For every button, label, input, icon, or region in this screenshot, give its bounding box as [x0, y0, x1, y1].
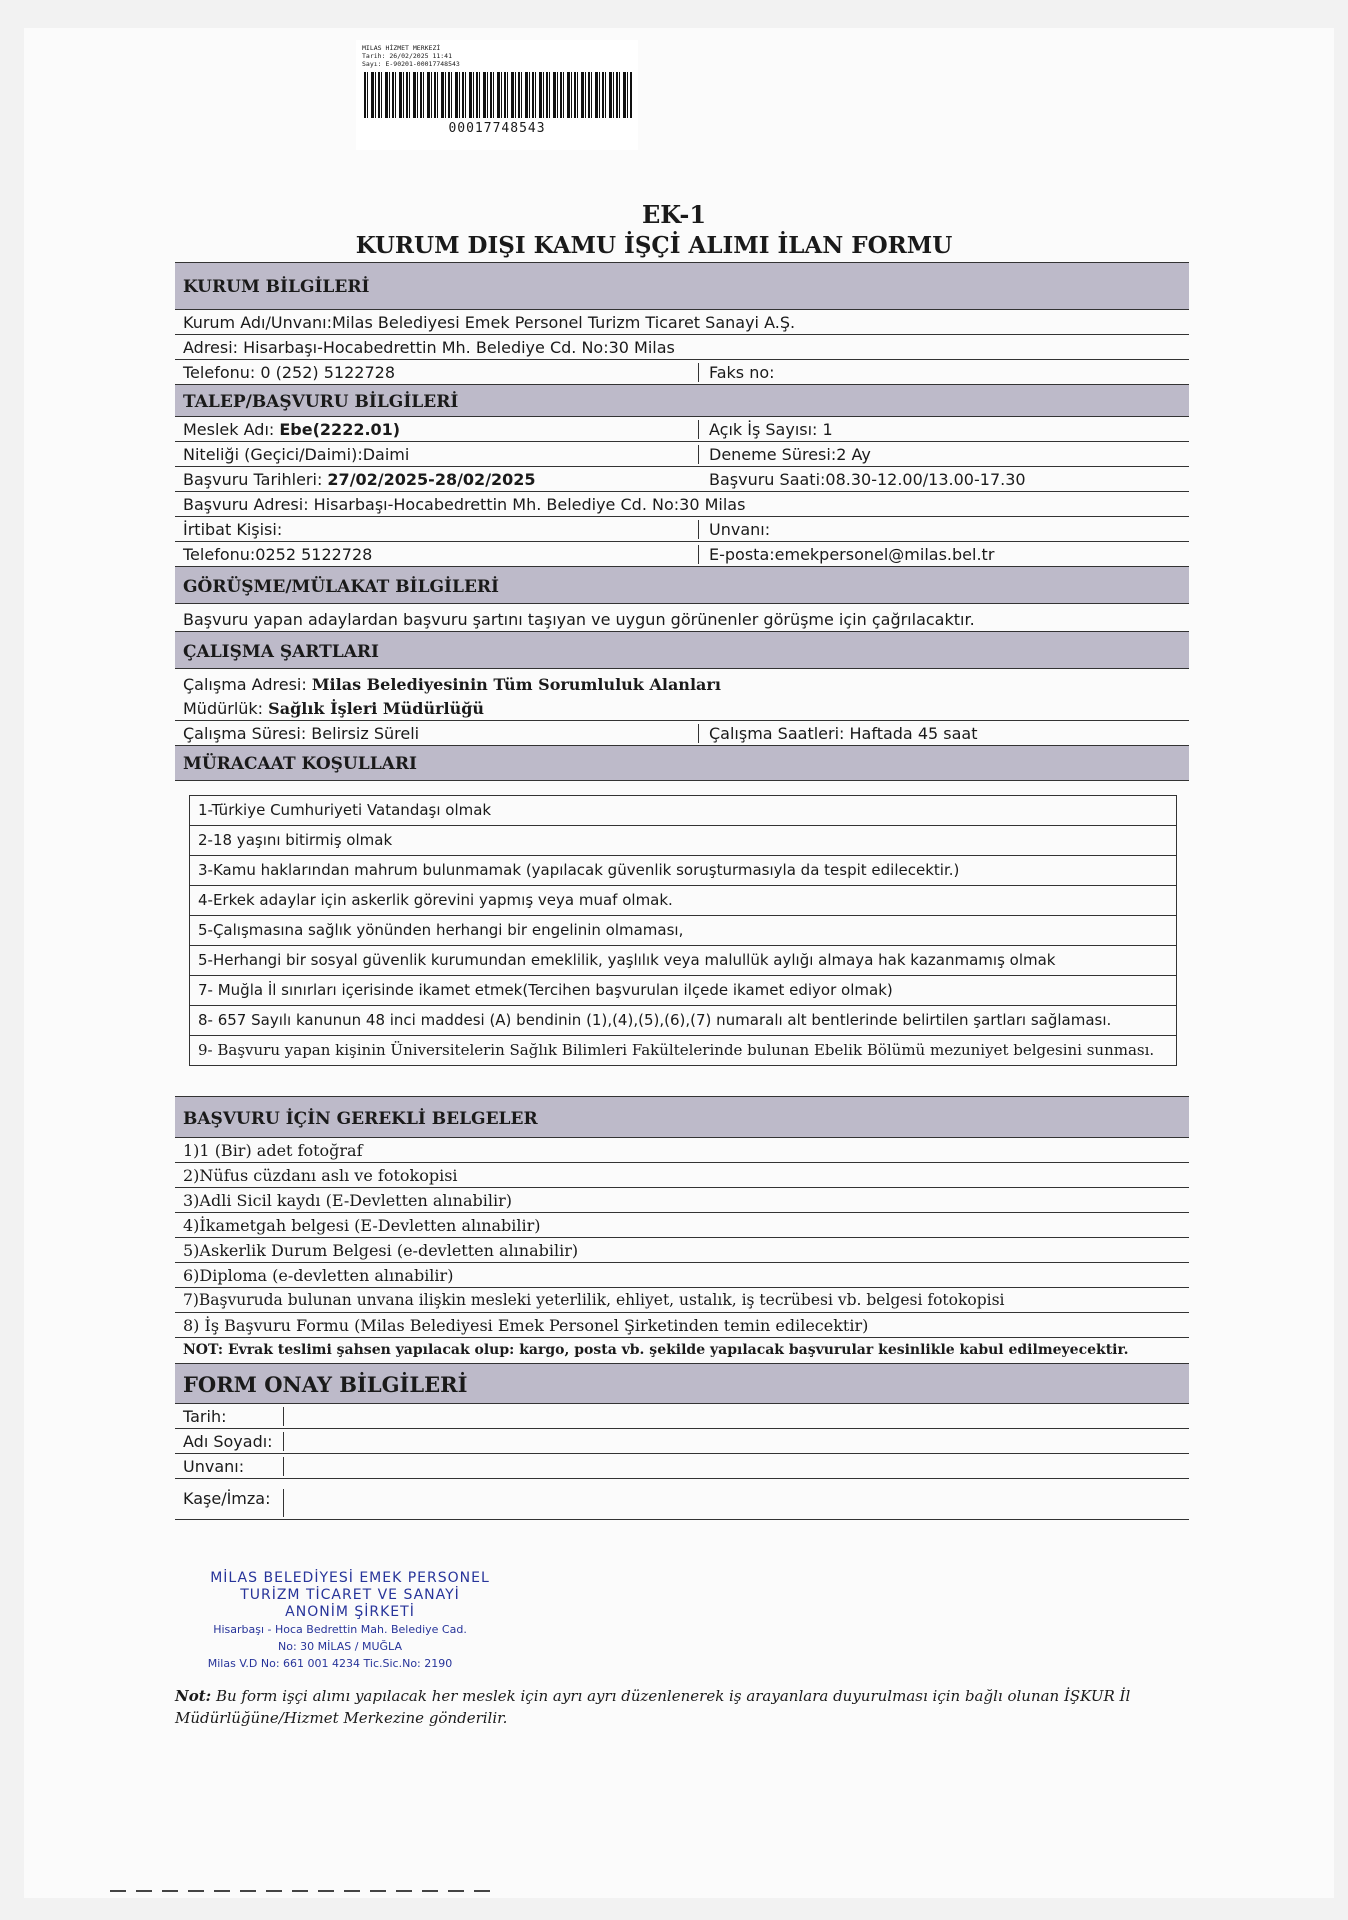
barcode	[364, 72, 632, 118]
belge-item	[175, 1288, 1189, 1313]
muracaat-list-wrap	[175, 781, 1189, 1097]
kurum-faks: Faks no:	[698, 363, 1189, 382]
kurum-telefon: Telefonu: 0 (252) 5122728	[183, 363, 395, 382]
belge-item	[175, 1138, 1189, 1163]
form-code: EK-1	[641, 200, 707, 229]
row-irtibat	[175, 517, 1189, 542]
row-calisma-sure	[175, 721, 1189, 746]
basvuru-tarih	[175, 470, 699, 489]
kurum-adi: Kurum Adı/Unvanı:Milas Belediyesi Emek Personel Turizm Ticaret Sanayi A.Ş.	[183, 313, 796, 332]
muracaat-list	[189, 795, 1177, 1066]
scan-edge	[110, 1890, 490, 1892]
seal-line: Hisarbaşı - Hoca Bedrettin Mah. Belediye Cad.	[213, 1623, 467, 1636]
footer-note	[175, 1685, 1205, 1729]
section-kurum: KURUM BİLGİLERİ	[175, 262, 1189, 310]
meslek	[175, 420, 698, 439]
nitelik: Niteliği (Geçici/Daimi):Daimi	[183, 445, 410, 464]
belge-text: 8) İş Başvuru Formu (Milas Belediyesi Emek Personel Şirketinden temin edilecektir)	[183, 1316, 869, 1335]
mudurluk-label: Müdürlük:	[183, 699, 269, 718]
barcode-number: 00017748543	[448, 121, 546, 136]
row-onay-tarih	[175, 1404, 1189, 1429]
mudurluk-value: Sağlık İşleri Müdürlüğü	[268, 699, 485, 718]
row-mudurluk	[175, 696, 1189, 721]
seal-line: ANONİM ŞİRKETİ	[285, 1604, 415, 1620]
calisma-saatleri: Çalışma Saatleri: Haftada 45 saat	[698, 724, 1189, 743]
footer-note-text: Bu form işçi alımı yapılacak her meslek için ayrı ayrı düzenlenerek iş arayanlara duyurulması için bağlı olunan İŞKUR İl Müdürlüğüne/Hizmet Merkezine gönderilir.	[175, 1687, 1131, 1727]
belge-text: 6)Diploma (e-devletten alınabilir)	[183, 1266, 454, 1285]
onay-adi: Adı Soyadı:	[183, 1432, 273, 1451]
company-seal	[120, 1570, 500, 1672]
muracaat-item: 4-Erkek adaylar için askerlik görevini yapmış veya muaf olmak.	[190, 886, 1176, 916]
section-talep: TALEP/BAŞVURU BİLGİLERİ	[175, 385, 1189, 417]
onay-table	[175, 1404, 1189, 1520]
row-onay-kase	[175, 1479, 1189, 1520]
muracaat-item: 5-Herhangi bir sosyal güvenlik kurumundan emeklilik, yaşlılık veya malullük aylığı almaya hak kazanmamış olmak	[190, 946, 1176, 976]
stamp-office: MILAS HİZMET MERKEZİ	[362, 44, 441, 52]
form-title: KURUM DIŞI KAMU İŞÇİ ALIMI İLAN FORMU	[355, 232, 953, 259]
basvuru-tarih-value: 27/02/2025-28/02/2025	[327, 470, 536, 489]
calisma-adres-label: Çalışma Adresi:	[183, 675, 312, 694]
belge-item	[175, 1213, 1189, 1238]
kurum-adres: Adresi: Hisarbaşı-Hocabedrettin Mh. Belediye Cd. No:30 Milas	[183, 338, 675, 357]
row-nitelik	[175, 442, 1189, 467]
acik-is-sayisi: Açık İş Sayısı: 1	[698, 420, 1189, 439]
belge-text: 3)Adli Sicil kaydı (E-Devletten alınabilir)	[183, 1191, 512, 1210]
muracaat-item: 1-Türkiye Cumhuriyeti Vatandaşı olmak	[190, 796, 1176, 826]
belgeler-note: NOT: Evrak teslimi şahsen yapılacak olup: kargo, posta vb. şekilde yapılacak başvurular kesinlikle kabul edilmeyecektir.	[175, 1338, 1189, 1364]
row-basvuru-tarih	[175, 467, 1189, 492]
section-calisma: ÇALIŞMA ŞARTLARI	[175, 632, 1189, 669]
seal-line: TURİZM TİCARET VE SANAYİ	[240, 1587, 460, 1603]
mudurluk	[175, 699, 1189, 718]
belge-item	[175, 1263, 1189, 1288]
seal-line: Milas V.D No: 661 001 4234 Tic.Sic.No: 2190	[207, 1657, 453, 1670]
belge-item	[175, 1188, 1189, 1213]
onay-tarih: Tarih:	[183, 1407, 227, 1426]
belge-item	[175, 1313, 1189, 1338]
seal-line: No: 30 MİLAS / MUĞLA	[278, 1640, 402, 1653]
basvuru-saati: Başvuru Saati:08.30-12.00/13.00-17.30	[709, 470, 1026, 489]
muracaat-item: 8- 657 Sayılı kanunun 48 inci maddesi (A) bendinin (1),(4),(5),(6),(7) numaralı alt bentlerinde belirtilen şartları sağlaması.	[190, 1006, 1176, 1036]
iletisim-eposta: E-posta:emekpersonel@milas.bel.tr	[698, 545, 1189, 564]
calisma-adres-value: Milas Belediyesinin Tüm Sorumluluk Alanları	[311, 675, 721, 694]
irtibat-kisisi: İrtibat Kişisi:	[183, 520, 283, 539]
belge-text: 5)Askerlik Durum Belgesi (e-devletten alınabilir)	[183, 1241, 579, 1260]
calisma-adres	[175, 675, 1189, 694]
muracaat-item: 3-Kamu haklarından mahrum bulunmamak (yapılacak güvenlik soruşturmasıyla da tespit edilecektir.)	[190, 856, 1176, 886]
belge-text: 1)1 (Bir) adet fotoğraf	[183, 1141, 363, 1160]
onay-kase: Kaşe/İmza:	[183, 1489, 271, 1508]
row-meslek	[175, 417, 1189, 442]
basvuru-tarih-label: Başvuru Tarihleri:	[183, 470, 328, 489]
meslek-value: Ebe(2222.01)	[279, 420, 401, 439]
irtibat-unvan: Unvanı:	[698, 520, 1189, 539]
basvuru-adres: Başvuru Adresi: Hisarbaşı-Hocabedrettin Mh. Belediye Cd. No:30 Milas	[183, 495, 746, 514]
section-onay: FORM ONAY BİLGİLERİ	[175, 1364, 1189, 1404]
registry-stamp	[356, 40, 638, 150]
row-onay-adi	[175, 1429, 1189, 1454]
iletisim-telefon: Telefonu:0252 5122728	[183, 545, 373, 564]
seal-line: MİLAS BELEDİYESİ EMEK PERSONEL	[210, 1570, 490, 1586]
onay-unvan: Unvanı:	[183, 1457, 245, 1476]
row-calisma-adres	[175, 669, 1189, 696]
muracaat-item: 5-Çalışmasına sağlık yönünden herhangi bir engelinin olmaması,	[190, 916, 1176, 946]
belge-text: 4)İkametgah belgesi (E-Devletten alınabilir)	[183, 1216, 541, 1235]
row-gorusme	[175, 604, 1189, 632]
muracaat-item: 2-18 yaşını bitirmiş olmak	[190, 826, 1176, 856]
belge-item	[175, 1163, 1189, 1188]
calisma-suresi: Çalışma Süresi: Belirsiz Süreli	[183, 724, 420, 743]
muracaat-item: 7- Muğla İl sınırları içerisinde ikamet etmek(Tercihen başvurulan ilçede ikamet ediyor olmak)	[190, 976, 1176, 1006]
row-kurum-adi	[175, 310, 1189, 335]
deneme-suresi: Deneme Süresi:2 Ay	[698, 445, 1189, 464]
stamp-number: Sayı: E-90201-00017748543	[362, 60, 460, 68]
row-kurum-adres	[175, 335, 1189, 360]
muracaat-item: 9- Başvuru yapan kişinin Üniversitelerin Sağlık Bilimleri Fakültelerinde bulunan Ebelik Bölümü mezuniyet belgesini sunması.	[190, 1036, 1176, 1066]
meslek-label: Meslek Adı:	[183, 420, 280, 439]
row-onay-unvan	[175, 1454, 1189, 1479]
stamp-date: Tarih: 26/02/2025 11:41	[362, 52, 453, 60]
section-belgeler: BAŞVURU İÇİN GEREKLİ BELGELER	[175, 1097, 1189, 1138]
row-basvuru-adres	[175, 492, 1189, 517]
section-muracaat: MÜRACAAT KOŞULLARI	[175, 746, 1189, 781]
form-table	[175, 262, 1189, 1520]
gorusme-text: Başvuru yapan adaylardan başvuru şartını taşıyan ve uygun görünenler görüşme için çağrılacaktır.	[183, 610, 975, 629]
belge-text: 7)Başvuruda bulunan unvana ilişkin mesleki yeterlilik, ehliyet, ustalık, iş tecrübesi vb. belgesi fotokopisi	[183, 1291, 1005, 1309]
belge-text: 2)Nüfus cüzdanı aslı ve fotokopisi	[183, 1166, 458, 1185]
footer-note-label: Not:	[175, 1687, 212, 1705]
row-kurum-telefon	[175, 360, 1189, 385]
row-iletisim	[175, 542, 1189, 567]
section-gorusme: GÖRÜŞME/MÜLAKAT BİLGİLERİ	[175, 567, 1189, 604]
belge-item	[175, 1238, 1189, 1263]
